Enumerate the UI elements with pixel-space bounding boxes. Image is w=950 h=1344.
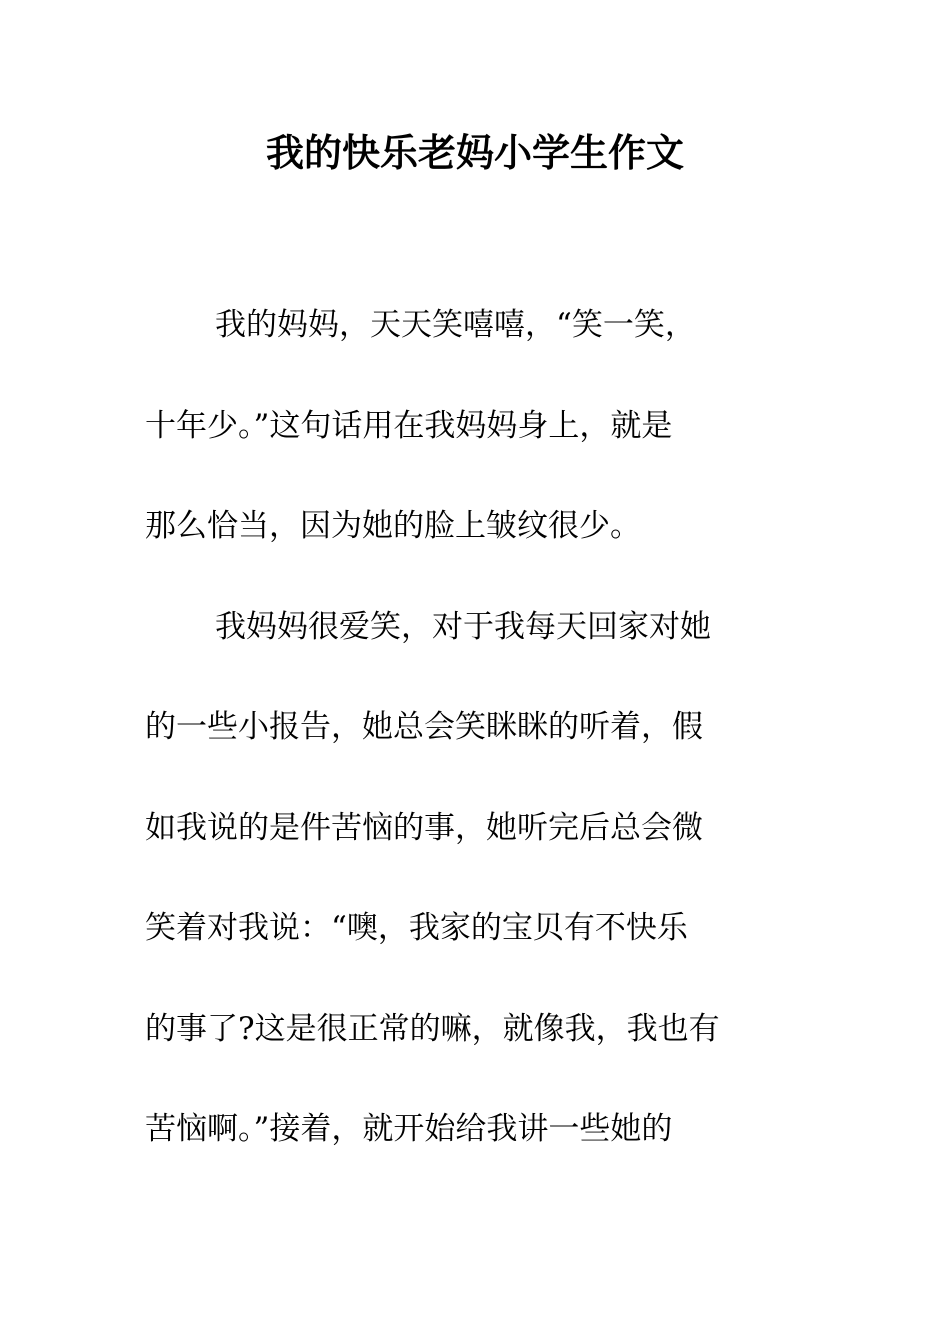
document-title: 我的快乐老妈小学生作文	[265, 130, 684, 175]
essay-line: 我的妈妈，天天笑嘻嘻，“笑一笑，	[215, 307, 696, 343]
essay-line: 如我说的是件苦恼的事，她听完后总会微	[145, 809, 703, 846]
essay-line: 那么恰当，因为她的脸上皱纹很少。	[145, 508, 641, 544]
essay-line: 笑着对我说：“噢，我家的宝贝有不快乐	[145, 910, 688, 946]
essay-body	[145, 300, 805, 1205]
essay-line: 十年少。”这句话用在我妈妈身上，就是	[145, 407, 673, 444]
essay-line: 的事了?这是很正常的嘛，就像我，我也有	[145, 1010, 720, 1047]
essay-line: 的一些小报告，她总会笑眯眯的听着，假	[145, 709, 703, 745]
essay-line: 我妈妈很爱笑，对于我每天回家对她	[215, 608, 711, 645]
essay-line: 苦恼啊。”接着，就开始给我讲一些她的	[145, 1111, 673, 1147]
